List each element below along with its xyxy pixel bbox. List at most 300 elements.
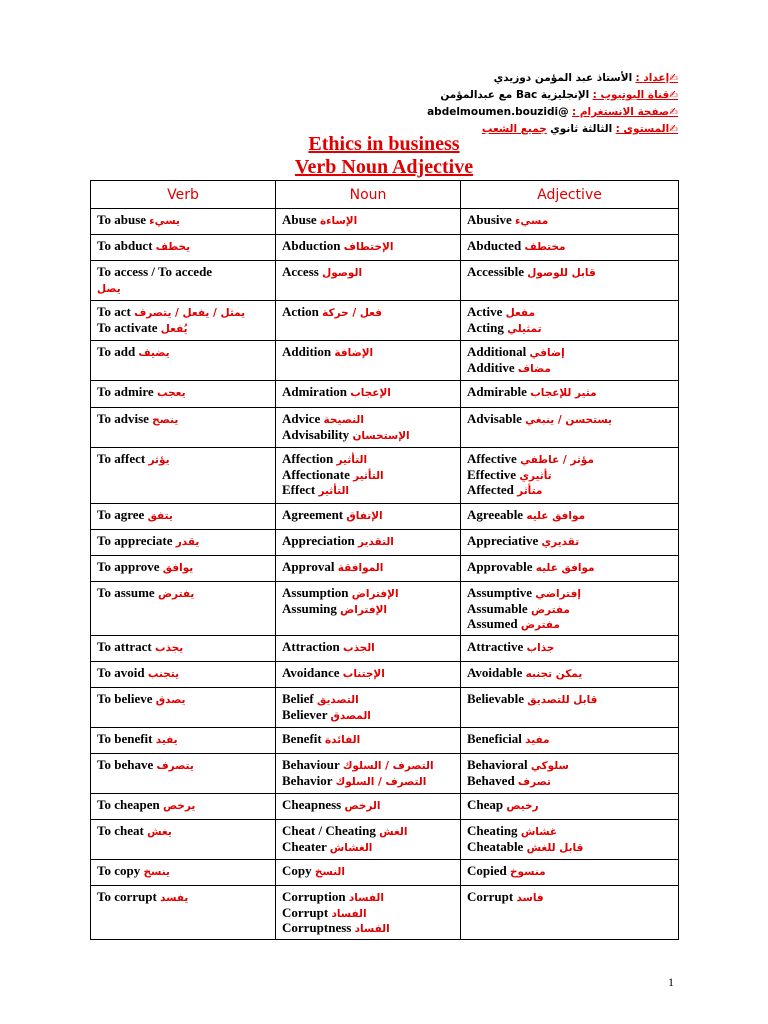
cell-line — [467, 692, 672, 708]
cell-noun — [276, 530, 461, 556]
cell-verb — [91, 408, 276, 448]
cell-adjective — [461, 408, 679, 448]
arabic-translation: الفائدة — [324, 734, 361, 746]
word-forms-table — [90, 180, 679, 940]
cell-line — [97, 508, 269, 524]
cell-noun — [276, 688, 461, 728]
arabic-translation: موافق عليه — [526, 510, 586, 522]
cell-noun — [276, 504, 461, 530]
table-row — [91, 582, 679, 636]
cell-line — [97, 265, 269, 281]
arabic-translation: فاسد — [516, 892, 544, 904]
cell-line — [467, 213, 672, 229]
english-word: Action — [282, 304, 319, 319]
column-header-noun: Noun — [276, 181, 461, 209]
cell-line — [467, 239, 672, 255]
table-row — [91, 886, 679, 940]
english-word: Approvable — [467, 559, 533, 574]
cell-verb — [91, 582, 276, 636]
cell-line — [467, 890, 672, 906]
cell-noun — [276, 886, 461, 940]
cell-verb — [91, 886, 276, 940]
table-row — [91, 301, 679, 341]
arabic-translation: يوافق — [162, 562, 194, 574]
english-word: To believe — [97, 691, 153, 706]
table-row — [91, 235, 679, 261]
cell-line — [467, 758, 672, 774]
cell-line — [97, 640, 269, 656]
arabic-translation: يؤثر — [148, 454, 170, 466]
arabic-translation: تمثيلي — [507, 322, 542, 335]
document-title: Ethics in business — [308, 133, 460, 155]
arabic-translation: النصيحة — [323, 414, 364, 426]
cell-line — [467, 385, 672, 401]
header-line — [258, 87, 678, 104]
header-line — [258, 104, 678, 121]
cell-noun — [276, 582, 461, 636]
table-row — [91, 662, 679, 688]
header-label: ✍المستوى : — [615, 123, 678, 135]
cell-line — [467, 602, 672, 618]
arabic-translation: يصدق — [155, 694, 186, 706]
english-word: Affectionate — [282, 466, 350, 482]
cell-line — [282, 774, 454, 790]
arabic-translation: يصل — [97, 282, 121, 295]
cell-line — [97, 412, 269, 428]
english-word: Behaviour — [282, 757, 340, 772]
cell-verb — [91, 794, 276, 820]
document-subtitle: Verb Noun Adjective — [294, 156, 474, 178]
cell-line — [467, 345, 672, 361]
cell-adjective — [461, 448, 679, 504]
column-header-verb: Verb — [91, 181, 276, 209]
arabic-translation: مؤثر / عاطفي — [520, 454, 594, 466]
table-row — [91, 556, 679, 582]
english-word: Acting — [467, 319, 504, 335]
cell-adjective — [461, 504, 679, 530]
arabic-translation: التأثير — [318, 485, 349, 497]
english-word: To add — [97, 344, 136, 359]
english-word: Cheatable — [467, 838, 524, 854]
english-word: To activate — [97, 319, 158, 335]
cell-line — [282, 602, 454, 618]
english-word: Assumptive — [467, 585, 533, 600]
english-word: Abduction — [282, 238, 341, 253]
cell-line — [467, 617, 672, 633]
arabic-translation: يعجب — [156, 387, 186, 399]
arabic-translation: مفترض — [520, 619, 560, 631]
arabic-translation: الفساد — [354, 923, 390, 935]
cell-line — [97, 864, 269, 880]
arabic-translation: الوصول — [322, 267, 363, 279]
author-header — [258, 70, 678, 138]
cell-verb — [91, 235, 276, 261]
english-word: Corrupt — [467, 889, 514, 904]
header-label: ✍قناة اليوتيوب : — [592, 89, 678, 101]
arabic-translation: الإساءة — [319, 215, 358, 227]
cell-adjective — [461, 381, 679, 408]
header-value: الإنجليزية Bac مع عبدالمؤمن — [440, 89, 590, 101]
cell-noun — [276, 209, 461, 235]
arabic-translation: تصرف — [517, 775, 551, 788]
english-word: Advice — [282, 411, 321, 426]
cell-line — [282, 840, 454, 856]
english-word: Assumption — [282, 585, 349, 600]
english-word: Agreement — [282, 507, 344, 522]
arabic-translation: يغش — [147, 826, 172, 838]
arabic-translation: الإضافة — [334, 347, 374, 359]
arabic-translation: الجذب — [343, 642, 375, 654]
arabic-translation: غشاش — [520, 826, 558, 838]
english-word: Abusive — [467, 212, 512, 227]
table-row — [91, 754, 679, 794]
english-word: Attractive — [467, 639, 524, 654]
english-word: To benefit — [97, 731, 153, 746]
cell-line — [282, 921, 454, 937]
english-word: Accessible — [467, 264, 525, 279]
cell-line — [467, 840, 672, 856]
cell-noun — [276, 235, 461, 261]
english-word: Cheap — [467, 797, 504, 812]
english-word: Belief — [282, 691, 314, 706]
cell-verb — [91, 662, 276, 688]
english-word: To avoid — [97, 665, 145, 680]
table-row — [91, 636, 679, 662]
arabic-translation: الإجتناب — [342, 668, 385, 680]
english-word: Addition — [282, 344, 332, 359]
cell-line — [282, 798, 454, 814]
cell-line — [282, 864, 454, 880]
cell-verb — [91, 728, 276, 754]
arabic-translation: الإستحسان — [352, 429, 410, 442]
cell-noun — [276, 820, 461, 860]
arabic-translation: الإفتراض — [340, 603, 388, 616]
english-word: Believable — [467, 691, 525, 706]
cell-line — [467, 586, 672, 602]
cell-line — [97, 452, 269, 468]
english-word: Assumed — [467, 616, 518, 631]
cell-line — [467, 452, 672, 468]
cell-line — [467, 534, 672, 550]
cell-adjective — [461, 636, 679, 662]
arabic-translation: يمثل / يفعل / يتصرف — [134, 307, 246, 319]
cell-line — [467, 483, 672, 499]
arabic-translation: يرخص — [162, 800, 196, 812]
english-word: Admirable — [467, 384, 527, 399]
cell-verb — [91, 341, 276, 381]
arabic-translation: يجذب — [155, 642, 184, 654]
header-highlight: جميع الشعب — [481, 123, 547, 135]
cell-line — [97, 586, 269, 602]
table-row — [91, 448, 679, 504]
cell-line — [282, 906, 454, 922]
cell-verb — [91, 636, 276, 662]
cell-verb — [91, 301, 276, 341]
english-word: Avoidable — [467, 665, 523, 680]
cell-line — [97, 824, 269, 840]
arabic-translation: يضيف — [138, 347, 170, 359]
arabic-translation: فعل / حركة — [322, 307, 382, 319]
arabic-translation: مثير للإعجاب — [530, 387, 597, 399]
header-label: ✍صفحة الانستغرام : — [571, 106, 678, 118]
header-value: الثالثة ثانوي — [550, 123, 613, 135]
cell-verb — [91, 504, 276, 530]
english-word: Additive — [467, 359, 515, 375]
arabic-translation: قابل للغش — [526, 841, 584, 854]
english-word: Corruptness — [282, 920, 352, 935]
table-row — [91, 728, 679, 754]
header-label: ✍إعداد : — [635, 72, 678, 84]
arabic-translation: موافق عليه — [535, 562, 595, 574]
english-word: To copy — [97, 863, 141, 878]
arabic-translation: التأثير — [353, 469, 384, 482]
cell-adjective — [461, 209, 679, 235]
cell-line — [282, 428, 454, 444]
arabic-translation: مفعل — [505, 307, 535, 319]
english-word: Agreeable — [467, 507, 524, 522]
english-word: Active — [467, 304, 503, 319]
arabic-translation: التصديق — [317, 694, 359, 706]
cell-line — [282, 213, 454, 229]
english-word: Copy — [282, 863, 312, 878]
arabic-translation: مختطف — [524, 241, 566, 253]
arabic-translation: يفترض — [157, 588, 195, 600]
arabic-translation: التصرف / السلوك — [342, 760, 434, 772]
table-row — [91, 688, 679, 728]
cell-line — [467, 798, 672, 814]
table-row — [91, 860, 679, 886]
table-row — [91, 261, 679, 301]
arabic-translation: الرخص — [344, 800, 381, 812]
arabic-translation: متأثر — [517, 485, 543, 497]
cell-line — [467, 412, 672, 428]
arabic-translation: الإعجاب — [350, 387, 391, 399]
cell-line — [282, 452, 454, 468]
english-word: Believer — [282, 706, 328, 722]
cell-adjective — [461, 341, 679, 381]
english-word: To approve — [97, 559, 160, 574]
cell-noun — [276, 448, 461, 504]
table-row — [91, 820, 679, 860]
english-word: Avoidance — [282, 665, 340, 680]
table-row — [91, 209, 679, 235]
arabic-translation: الموافقة — [337, 562, 384, 574]
cell-adjective — [461, 662, 679, 688]
cell-adjective — [461, 235, 679, 261]
cell-line — [282, 666, 454, 682]
cell-line — [97, 758, 269, 774]
arabic-translation: منسوخ — [509, 866, 546, 878]
table-row — [91, 530, 679, 556]
cell-adjective — [461, 728, 679, 754]
arabic-translation: يخطف — [155, 241, 191, 253]
cell-adjective — [461, 582, 679, 636]
english-word: To abduct — [97, 238, 153, 253]
english-word: To admire — [97, 384, 154, 399]
english-word: To appreciate — [97, 533, 173, 548]
english-word: Benefit — [282, 731, 322, 746]
english-word: Admiration — [282, 384, 347, 399]
arabic-translation: التصرف / السلوك — [335, 775, 427, 788]
arabic-translation: يمكن تجنبه — [525, 668, 583, 680]
english-word: Behavioral — [467, 757, 528, 772]
cell-adjective — [461, 261, 679, 301]
arabic-translation: تقديري — [541, 536, 580, 548]
cell-line — [282, 560, 454, 576]
cell-line — [282, 890, 454, 906]
cell-verb — [91, 448, 276, 504]
cell-verb — [91, 688, 276, 728]
arabic-translation: يستحسن / ينبغي — [525, 414, 612, 426]
arabic-translation: مفيد — [525, 734, 550, 746]
cell-line — [97, 732, 269, 748]
arabic-translation: التقدير — [357, 536, 394, 548]
table-row — [91, 504, 679, 530]
english-word: To attract — [97, 639, 152, 654]
english-word: To access / To accede — [97, 264, 213, 279]
cell-line — [282, 508, 454, 524]
cell-line — [467, 361, 672, 377]
arabic-translation: سلوكي — [530, 760, 569, 772]
cell-line — [282, 534, 454, 550]
english-word: Cheater — [282, 838, 327, 854]
cell-line — [282, 758, 454, 774]
cell-line — [282, 305, 454, 321]
english-word: Affective — [467, 451, 517, 466]
table-row — [91, 408, 679, 448]
arabic-translation: قابل للتصديق — [527, 694, 598, 706]
english-word: To abuse — [97, 212, 147, 227]
cell-verb — [91, 820, 276, 860]
cell-noun — [276, 754, 461, 794]
arabic-translation: الفساد — [331, 907, 367, 920]
arabic-translation: يفيد — [155, 734, 178, 746]
cell-line — [467, 508, 672, 524]
arabic-translation: رخيص — [506, 800, 539, 812]
arabic-translation: الغش — [379, 826, 408, 838]
arabic-translation: الإتفاق — [346, 510, 383, 522]
cell-line — [282, 708, 454, 724]
english-word: Affected — [467, 482, 514, 497]
cell-line — [467, 640, 672, 656]
english-word: Attraction — [282, 639, 340, 654]
english-word: Corruption — [282, 889, 346, 904]
arabic-translation: قابل للوصول — [527, 267, 596, 279]
english-word: Effective — [467, 466, 517, 482]
arabic-translation: الإفتراض — [351, 588, 399, 600]
arabic-translation: يتجنب — [147, 668, 180, 680]
header-value: @abdelmoumen.bouzidi — [427, 106, 569, 118]
english-word: To act — [97, 304, 131, 319]
arabic-translation: يفسد — [160, 892, 189, 904]
cell-line — [467, 305, 672, 321]
cell-verb — [91, 261, 276, 301]
arabic-translation: تأثيري — [519, 469, 552, 482]
column-header-adjective: Adjective — [461, 181, 679, 209]
arabic-translation: يسيء — [149, 215, 180, 227]
arabic-translation: مسيء — [515, 215, 549, 227]
cell-line — [467, 560, 672, 576]
cell-verb — [91, 530, 276, 556]
cell-verb — [91, 556, 276, 582]
cell-noun — [276, 860, 461, 886]
cell-line — [467, 265, 672, 281]
cell-line — [282, 265, 454, 281]
english-word: Affection — [282, 451, 334, 466]
cell-adjective — [461, 820, 679, 860]
arabic-translation: مفترض — [530, 603, 570, 616]
cell-line — [467, 468, 672, 484]
cell-noun — [276, 636, 461, 662]
cell-line — [97, 534, 269, 550]
cell-adjective — [461, 754, 679, 794]
arabic-translation: النسخ — [314, 866, 345, 878]
cell-line — [282, 824, 454, 840]
english-word: Access — [282, 264, 319, 279]
table-row — [91, 794, 679, 820]
cell-line — [282, 412, 454, 428]
arabic-translation: يتصرف — [156, 760, 194, 772]
cell-adjective — [461, 794, 679, 820]
cell-line — [97, 213, 269, 229]
english-word: Corrupt — [282, 904, 329, 920]
arabic-translation: إفتراضي — [535, 588, 581, 600]
table-header-row — [91, 181, 679, 209]
english-word: Abuse — [282, 212, 317, 227]
cell-adjective — [461, 530, 679, 556]
english-word: To cheat — [97, 823, 144, 838]
arabic-translation: المصدق — [330, 709, 371, 722]
english-word: Effect — [282, 482, 316, 497]
arabic-translation: الغشاش — [329, 841, 373, 854]
english-word: To cheapen — [97, 797, 160, 812]
english-word: To corrupt — [97, 889, 157, 904]
english-word: Appreciative — [467, 533, 539, 548]
cell-noun — [276, 556, 461, 582]
english-word: Advisable — [467, 411, 522, 426]
cell-line — [97, 666, 269, 682]
cell-line — [467, 774, 672, 790]
arabic-translation: مضاف — [517, 362, 551, 375]
cell-line — [97, 798, 269, 814]
cell-line — [282, 586, 454, 602]
arabic-translation: التأثير — [336, 454, 368, 466]
cell-line — [467, 864, 672, 880]
cell-line — [467, 666, 672, 682]
cell-noun — [276, 728, 461, 754]
cell-line — [97, 305, 269, 321]
cell-line — [97, 281, 269, 297]
cell-noun — [276, 408, 461, 448]
english-word: Approval — [282, 559, 335, 574]
cell-verb — [91, 381, 276, 408]
cell-adjective — [461, 886, 679, 940]
english-word: Behaved — [467, 772, 515, 788]
cell-line — [97, 385, 269, 401]
cell-verb — [91, 754, 276, 794]
cell-line — [282, 640, 454, 656]
english-word: Abducted — [467, 238, 522, 253]
cell-line — [282, 468, 454, 484]
cell-line — [97, 345, 269, 361]
english-word: To assume — [97, 585, 155, 600]
cell-verb — [91, 860, 276, 886]
arabic-translation: يقدر — [175, 536, 200, 548]
arabic-translation: ينسخ — [143, 866, 170, 878]
cell-line — [467, 321, 672, 337]
arabic-translation: الفساد — [348, 892, 384, 904]
english-word: To advise — [97, 411, 149, 426]
